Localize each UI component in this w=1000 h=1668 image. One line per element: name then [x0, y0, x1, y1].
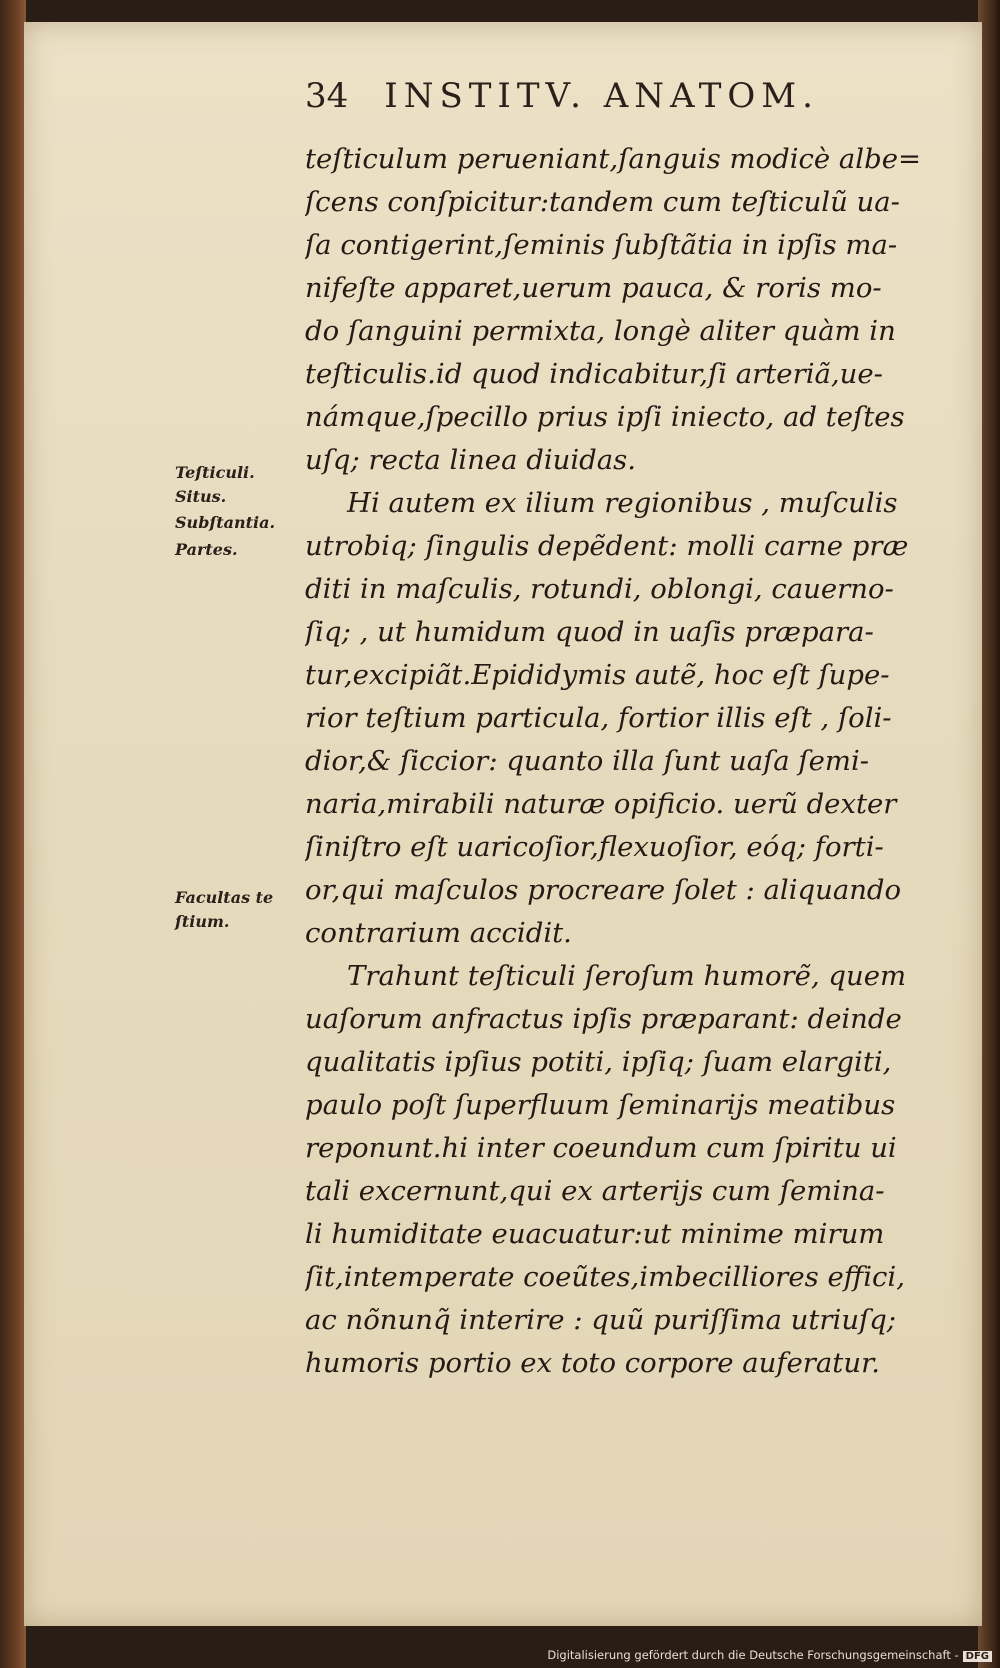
text-line: do ſanguini permixta, longè aliter quàm in	[305, 315, 896, 347]
running-title: INSTITV. ANATOM.	[384, 76, 819, 116]
text-line: rior teſtium particula, fortior illis eſt , ſoli-	[305, 702, 892, 734]
text-line: ac nõnunq̃ interire : quũ puriſſima utriuſq;	[305, 1304, 897, 1336]
body-text	[305, 138, 930, 1385]
margin-note-partes: Partes.	[175, 540, 238, 559]
book-edge-left	[0, 0, 26, 1668]
credit-text: Digitalisierung gefördert durch die Deutsche Forschungsgemeinschaft -	[547, 1648, 959, 1662]
text-line: uaſorum anfractus ipſis præparant: deinde	[305, 1003, 902, 1035]
text-line: ſit,intemperate coeũtes,imbecilliores effici,	[305, 1261, 905, 1293]
text-line: humoris portio ex toto corpore auferatur.	[305, 1347, 880, 1379]
text-line: uſq; recta linea diuidas.	[305, 444, 636, 476]
text-line: teſticulis.id quod indicabitur,ſi arteriã,ue-	[305, 358, 883, 390]
margin-note-substantia: Subſtantia.	[175, 513, 276, 532]
text-line: ſcens conſpicitur:tandem cum teſticulũ ua-	[305, 186, 900, 218]
margin-note-testiculi: Teſticuli.	[175, 463, 255, 482]
text-line: tali excernunt,qui ex arterijs cum ſemina-	[305, 1175, 885, 1207]
margin-note-situs: Situs.	[175, 487, 227, 506]
dfg-logo: DFG	[963, 1651, 992, 1662]
text-line: ſiniſtro eſt uaricoſior,flexuoſior, eóq; forti-	[305, 831, 884, 863]
running-header	[305, 76, 819, 116]
text-line: or,qui maſculos procreare ſolet : aliquando	[305, 874, 902, 906]
paragraph-start-line: Trahunt teſticuli ſeroſum humorẽ, quem	[347, 960, 907, 992]
text-line: qualitatis ipſius potiti, ipſiq; ſuam elargiti,	[305, 1046, 892, 1078]
margin-note-stium: ſtium.	[175, 912, 230, 931]
digitization-credit	[547, 1648, 992, 1662]
text-line: dior,& ſiccior: quanto illa ſunt uaſa ſemi-	[305, 745, 870, 777]
text-line: nifeſte apparet,uerum pauca, & roris mo-	[305, 272, 882, 304]
paragraph-start-line: Hi autem ex ilium regionibus , muſculis	[347, 487, 898, 519]
text-line: utrobiq; ſingulis depẽdent: molli carne præ	[305, 530, 909, 562]
text-line: námque,ſpecillo prius ipſi iniecto, ad teſtes	[305, 401, 905, 433]
page-number: 34	[305, 76, 349, 116]
text-line: naria,mirabili naturæ opificio. uerũ dexter	[305, 788, 897, 820]
text-line: diti in maſculis, rotundi, oblongi, cauerno-	[305, 573, 894, 605]
text-line: reponunt.hi inter coeundum cum ſpiritu ui	[305, 1132, 897, 1164]
text-line: contrarium accidit.	[305, 917, 572, 949]
text-line: paulo poſt ſuperfluum ſeminarijs meatibus	[305, 1089, 896, 1121]
text-line: tur,excipiãt.Epididymis autẽ, hoc eſt ſupe-	[305, 659, 890, 691]
text-line: ſa contigerint,ſeminis ſubſtãtia in ipſis ma-	[305, 229, 898, 261]
text-line: li humiditate euacuatur:ut minime mirum	[305, 1218, 885, 1250]
margin-note-facultas: Facultas te	[175, 888, 274, 907]
text-line: teſticulum perueniant,ſanguis modicè albe=	[305, 143, 922, 175]
text-line: ſiq; , ut humidum quod in uaſis præpara-	[305, 616, 874, 648]
